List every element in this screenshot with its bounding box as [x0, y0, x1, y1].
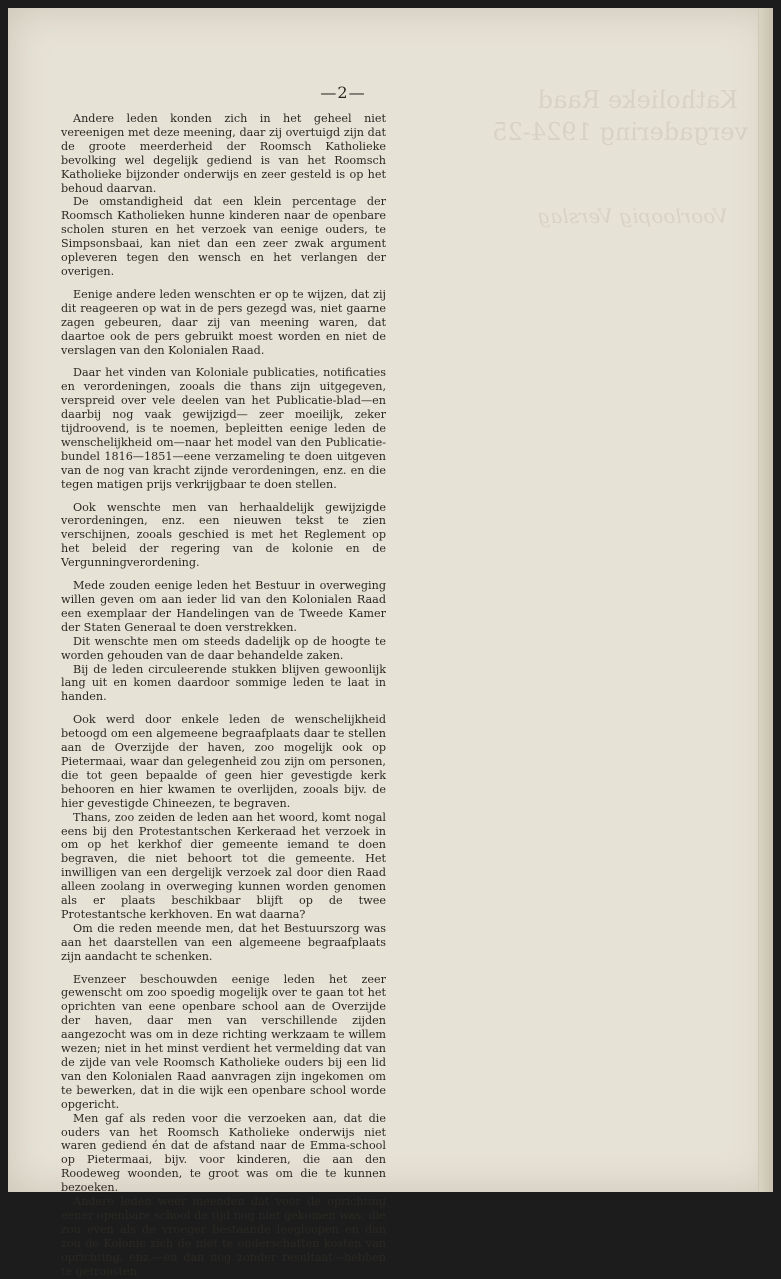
- bleed-line: Voorloopig Verslag: [537, 204, 728, 228]
- paragraph: De omstandigheid dat een klein percentage der Roomsch Katholieken hunne kinderen naar de openbare scholen sturen en het verzoek van eenige ouders, te Simpsonsbaai, kan niet dan een zeer zwak argument opleveren tegen den wensch en het verlangen der overigen.: [61, 195, 386, 278]
- paragraph: Thans, zoo zeiden de leden aan het woord, komt nogal eens bij den Protestantschen Kerkeraad het verzoek in om op het kerkhof dier gemeente iemand te doen begraven, die niet behoort tot die gemeente. Het inwilligen van een dergelijk verzoek zal door dien Raad alleen zoolang in overweging kunnen worden genomen als er plaats beschikbaar blijft op de twee Protestantsche kerkhoven. En wat daarna?: [61, 810, 386, 921]
- paragraph: Men gaf als reden voor die verzoeken aan, dat die ouders van het Roomsch Katholieke onderwijs niet waren gediend én dat de afstand naar de Emma-school op Pietermaai, bijv. voor kinderen, die aan den Roodeweg woonden, te groot was om die te kunnen bezoeken.: [61, 1111, 386, 1195]
- paragraph: Andere leden konden zich in het geheel niet vereenigen met deze meening, daar zij overtuigd zijn dat de groote meerderheid der Roomsch Katholieke bevolking wel degelijk gediend is van het Roomsch Katholieke bijzonder onderwijs en zeer gesteld is op het behoud daarvan.: [61, 112, 386, 195]
- paragraph: Bij de leden circuleerende stukken blijven gewoonlijk lang uit en komen daardoor sommige leden te laat in handen.: [61, 662, 386, 704]
- paragraph: Dit wenschte men om steeds dadelijk op de hoogte te worden gehouden van de daar behandelde zaken.: [61, 634, 386, 662]
- bleed-line: vergadering 1924-25: [492, 118, 748, 146]
- paragraph: Ook wenschte men van herhaaldelijk gewijzigde verordeningen, enz. een nieuwen tekst te zien verschijnen, zooals geschied is met het Reglement op het beleid der regering van de kolonie en de Vergunningverordening.: [61, 500, 386, 570]
- paragraph: Daar het vinden van Koloniale publicaties, notificaties en verordeningen, zooals die thans zijn uitgegeven, verspreid over vele deelen van het Publicatie-blad—en daarbij nog vaak gewijzigd— zeer moeilijk, zeker tijdroovend, is te noemen, bepleitten eenige leden de wenschelijkheid om—naar het model van den Publicatie-bundel 1816—1851—eene verzameling te doen uitgeven van de nog van kracht zijnde verordeningen, enz. en die tegen matigen prijs verkrijgbaar te doen stellen.: [61, 366, 386, 491]
- paragraph: Eenige andere leden wenschten er op te wijzen, dat zij dit reageeren op wat in de pers gezegd was, niet gaarne zagen gebeuren, daar zij van meening waren, dat daartoe ook de pers gebruikt moest worden en niet de verslagen van den Kolonialen Raad.: [61, 287, 386, 357]
- paragraph: Om die reden meende men, dat het Bestuurszorg was aan het daarstellen van een algemeene begraafplaats zijn aandacht te schenken.: [61, 921, 386, 963]
- paragraph: Ook werd door enkele leden de wenschelijkheid betoogd om een algemeene begraafplaats daar te stellen aan de Overzijde der haven, zoo mogelijk ook op Pietermaai, waar dan gelegenheid zou zijn om personen, die tot geen bepaalde of geen hier gevestigde kerk behooren en hier kwamen te overlijden, zooals bijv. de hier gevestigde Chineezen, te begraven.: [61, 713, 386, 810]
- paragraph: Andere leden weer meenden dat voor de oprichting eener openbare school de tijd nog niet gekomen was; die zou even als de vroeger bestaande leegloopen en dan zou de Kolonie zich de niet te onderschatten kosten van oprichting, enz.—en dan nog zonder resultaat—hebben te getroosten.: [61, 1195, 386, 1278]
- body-text: [61, 112, 386, 1279]
- paragraph: Mede zouden eenige leden het Bestuur in overweging willen geven om aan ieder lid van den Kolonialen Raad een exemplaar der Handelingen van de Tweede Kamer der Staten Generaal te doen verstrekken.: [61, 579, 386, 634]
- document-page: [8, 8, 773, 1278]
- page-number: —2—: [320, 83, 366, 102]
- bleed-line: Katholieke Raad: [537, 86, 738, 114]
- paragraph: Evenzeer beschouwden eenige leden het zeer gewenscht om zoo spoedig mogelijk over te gaan tot het oprichten van eene openbare school aan de Overzijde der haven, daar men van verschillende zijden aangezocht was om in deze richting werkzaam te willem wezen; niet in het minst verdient het vermelding dat van de zijde van vele Roomsch Katholieke ouders bij een lid van den Kolonialen Raad aanvragen zijn ingekomen om te bewerken, dat in die wijk een openbare school worde opgericht.: [61, 972, 386, 1111]
